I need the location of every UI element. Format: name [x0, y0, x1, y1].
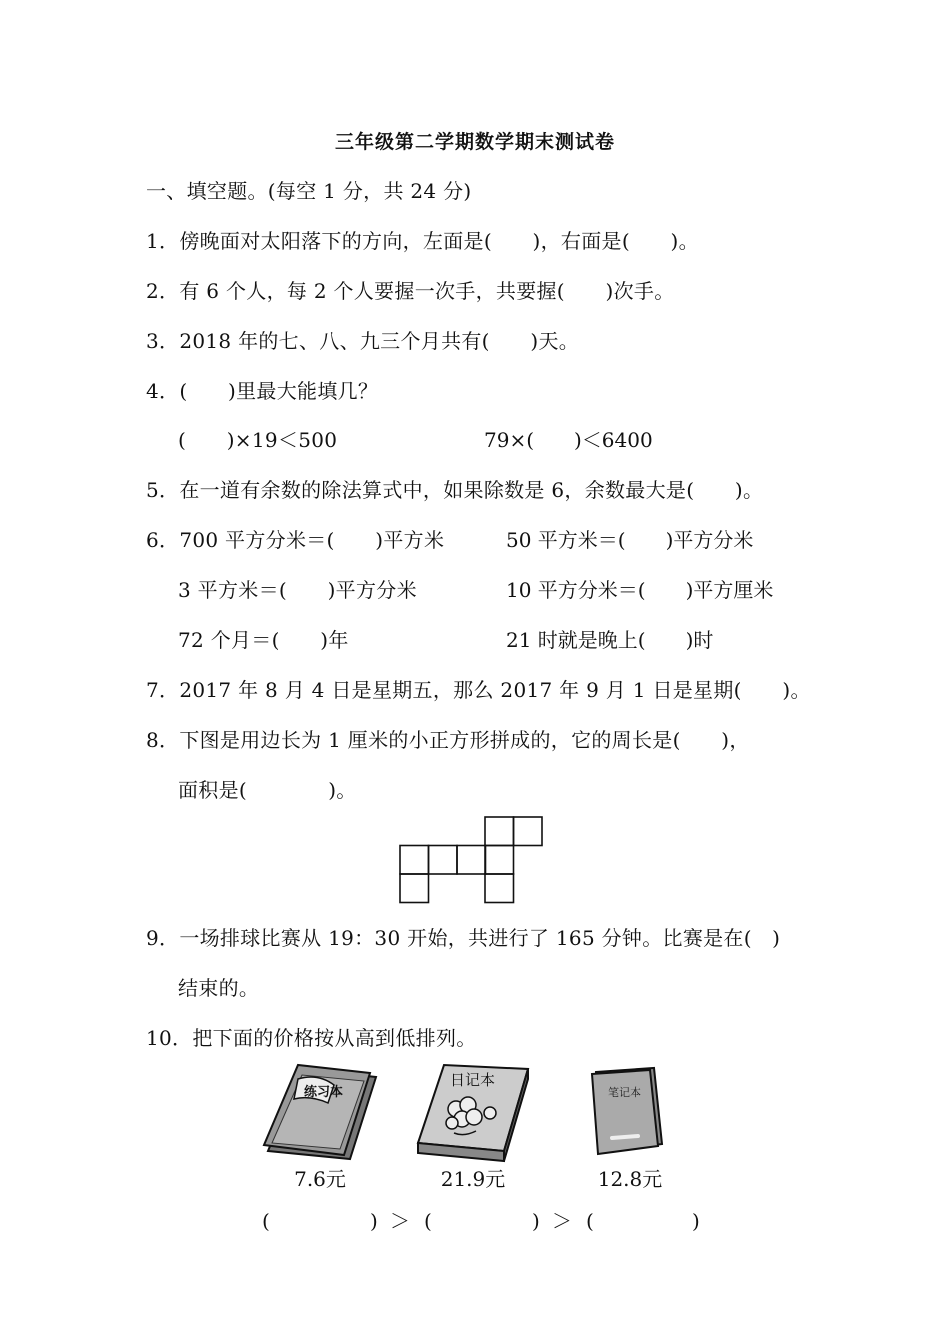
question-4: 4．( )里最大能填几？ [146, 379, 379, 403]
answer-paren-close-3: ) [692, 1209, 700, 1233]
question-8: 8．下图是用边长为 1 厘米的小正方形拼成的，它的周长是( )， [146, 728, 750, 752]
question-9-end: 结束的。 [178, 976, 260, 1000]
question-5: 5．在一道有余数的除法算式中，如果除数是 6，余数最大是( )。 [146, 478, 764, 502]
notebook-image [588, 1066, 668, 1156]
greater-than-sign-1: ＞ [390, 1209, 410, 1233]
question-9: 9．一场排球比赛从 19：30 开始，共进行了 165 分钟。比赛是在( ) [146, 926, 781, 950]
question-6: 6．700 平方分米＝( )平方米 [146, 528, 445, 552]
question-10: 10．把下面的价格按从高到低排列。 [146, 1026, 477, 1050]
notebook-label: 笔记本 [608, 1086, 641, 1099]
question-6-f: 21 时就是晚上( )时 [506, 628, 714, 652]
diary-book-label: 日记本 [450, 1071, 496, 1089]
exercise-book-image [258, 1063, 382, 1163]
answer-paren-close-1: ) [370, 1209, 378, 1233]
question-1: 1．傍晚面对太阳落下的方向，左面是( )，右面是( )。 [146, 229, 699, 253]
question-6-d: 10 平方分米＝( )平方厘米 [506, 578, 774, 602]
question-6-c: 3 平方米＝( )平方分米 [178, 578, 417, 602]
question-2: 2．有 6 个人，每 2 个人要握一次手，共要握( )次手。 [146, 279, 675, 303]
diary-book-image [414, 1061, 532, 1165]
answer-paren-open-1: ( [262, 1209, 270, 1233]
question-6-e: 72 个月＝( )年 [178, 628, 349, 652]
price-notebook: 12.8元 [597, 1167, 663, 1191]
question-4-part-b: 79×( )＜6400 [484, 428, 653, 452]
square-grid-figure [399, 816, 544, 904]
page-title: 三年级第二学期数学期末测试卷 [334, 131, 615, 153]
question-6-b: 50 平方米＝( )平方分米 [506, 528, 754, 552]
price-diary: 21.9元 [440, 1167, 506, 1191]
answer-paren-open-3: ( [586, 1209, 594, 1233]
question-3: 3．2018 年的七、八、九三个月共有( )天。 [146, 329, 580, 353]
question-7: 7．2017 年 8 月 4 日是星期五，那么 2017 年 9 月 1 日是星期( )。 [146, 678, 811, 702]
answer-paren-open-2: ( [424, 1209, 432, 1233]
question-4-part-a: ( )×19＜500 [178, 428, 338, 452]
answer-paren-close-2: ) [532, 1209, 540, 1233]
section-heading: 一、填空题。(每空 1 分，共 24 分) [146, 179, 472, 203]
greater-than-sign-2: ＞ [552, 1209, 572, 1233]
question-8-area: 面积是( )。 [178, 778, 357, 802]
exercise-book-label: 练习本 [304, 1085, 344, 1100]
price-exercise-book: 7.6元 [294, 1167, 346, 1191]
